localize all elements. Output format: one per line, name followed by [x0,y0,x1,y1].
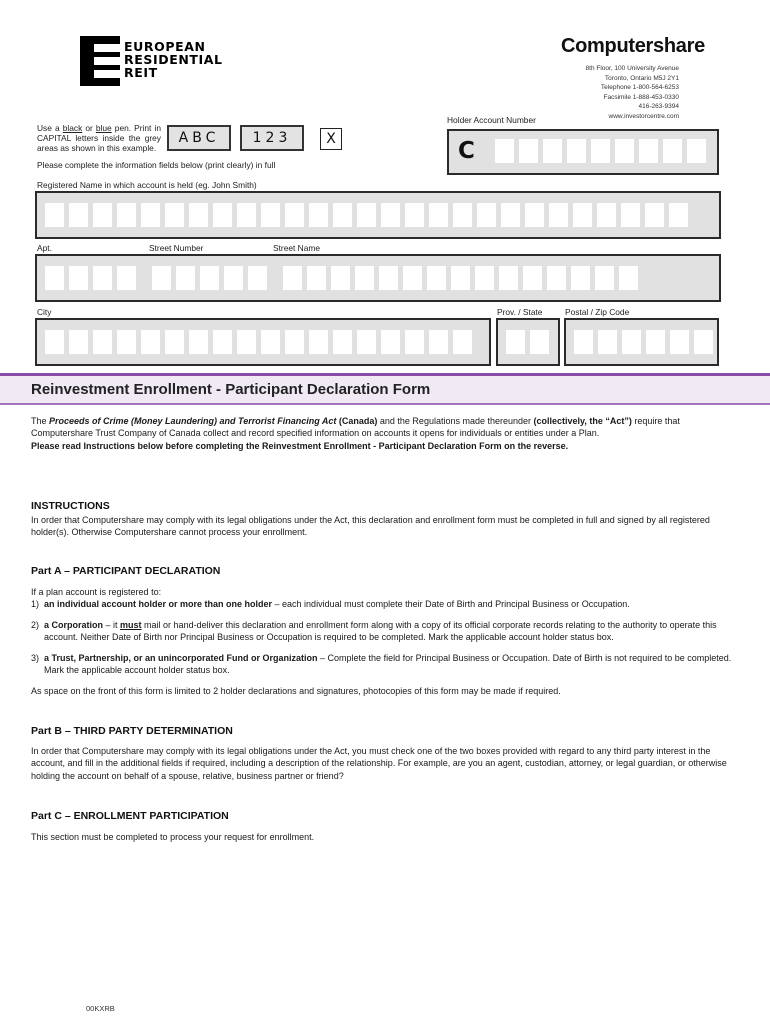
computershare-address [586,64,679,122]
city-label: City [37,307,52,317]
char-cell[interactable] [574,330,593,354]
postal-cells [574,330,713,354]
char-cell[interactable] [200,266,219,290]
black-ink: black [62,123,83,133]
char-cell[interactable] [501,203,520,227]
char-cell[interactable] [93,203,112,227]
char-cell[interactable] [333,203,352,227]
char-cell[interactable] [669,203,688,227]
char-cell[interactable] [427,266,446,290]
address-cells [45,266,638,290]
char-cell[interactable] [69,330,88,354]
address-line: Telephone 1-800-564-6253 [600,84,679,92]
char-cell[interactable] [597,203,616,227]
part-c-text: This section must be completed to process your request for enrollment. [31,832,315,842]
char-cell[interactable] [357,203,376,227]
char-cell[interactable] [93,266,112,290]
char-cell[interactable] [69,203,88,227]
char-cell[interactable] [45,266,64,290]
char-cell[interactable] [189,330,208,354]
char-cell[interactable] [165,203,184,227]
address-line: Facsimile 1-888-453-0330 [603,93,679,101]
char-cell[interactable] [309,330,328,354]
part-b-heading: Part B – THIRD PARTY DETERMINATION [31,725,233,737]
char-cell[interactable] [429,203,448,227]
char-cell[interactable] [237,203,256,227]
instructions-text: In order that Computershare may comply with its legal obligations under the Act, this declaration and enrollment form must be completed in full and signed by all registered holder(s). Otherwise Computershare cannot process your enrollment. [31,515,710,538]
char-cell[interactable] [619,266,638,290]
char-cell[interactable] [477,203,496,227]
char-cell[interactable] [333,330,352,354]
char-cell[interactable] [261,203,280,227]
instructions-heading: INSTRUCTIONS [31,500,110,512]
char-cell[interactable] [405,203,424,227]
form-code: 00KXRB [86,1004,115,1013]
city-field[interactable] [35,318,491,366]
blue-ink: blue [95,123,112,133]
logo-line: EUROPEAN [124,39,206,54]
char-cell[interactable] [543,139,562,163]
registered-name-field[interactable] [35,191,721,239]
address-field[interactable] [35,254,721,302]
char-cell[interactable] [69,266,88,290]
part-a-item-2: 2) a Corporation – it must mail or hand-deliver this declaration and enrollment form along with a copy of its official corporate records relating to the authority to operate this account. Neither Date of Birth nor Principal Business or Occupation is required to be completed. Mark the applicable account holder status box. [31,620,717,643]
char-cell[interactable] [331,266,350,290]
char-cell[interactable] [598,330,617,354]
char-cell[interactable] [381,203,400,227]
char-cell[interactable] [93,330,112,354]
char-cell[interactable] [525,203,544,227]
char-cell[interactable] [687,139,706,163]
char-cell[interactable] [615,139,634,163]
postal-field[interactable] [564,318,719,366]
registered-name-label: Registered Name in which account is held (eg. John Smith) [37,180,257,190]
char-cell[interactable] [694,330,713,354]
char-cell[interactable] [309,203,328,227]
char-cell[interactable] [499,266,518,290]
char-cell[interactable] [573,203,592,227]
prov-label: Prov. / State [497,307,543,317]
char-cell[interactable] [639,139,658,163]
char-cell[interactable] [506,330,525,354]
char-cell[interactable] [141,203,160,227]
sample-checkbox: X [320,128,342,150]
char-cell[interactable] [45,203,64,227]
holder-account-label: Holder Account Number [447,115,536,125]
char-cell[interactable] [567,139,586,163]
holder-account-field[interactable] [447,129,719,175]
sample-numbers-box: 123 [240,125,304,151]
char-cell[interactable] [547,266,566,290]
char-cell[interactable] [117,266,136,290]
char-cell[interactable] [355,266,374,290]
char-cell[interactable] [646,330,665,354]
print-instructions: Use a black or blue pen. Print in CAPITAL letters inside the grey areas as shown in this example. [37,123,161,153]
char-cell[interactable] [591,139,610,163]
char-cell[interactable] [189,203,208,227]
char-cell[interactable] [379,266,398,290]
part-b-text: In order that Computershare may comply with its legal obligations under the Act, you must check one of the two boxes provided with regard to any third party interest in the account, and fill in the additional fields if required, including a description of the relationship. For example, are you an agent, custodian, attorney, or legal guardian, or otherwise holding the account on behalf of a spouse, relative, business partner or friend? [31,746,727,781]
part-c-heading: Part C – ENROLLMENT PARTICIPATION [31,810,229,822]
address-line: 416-263-9394 [638,103,679,111]
char-cell[interactable] [453,330,472,354]
reit-logo-text [124,40,223,79]
char-cell[interactable] [595,266,614,290]
read-instructions-note: Please read Instructions below before completing the Reinvestment Enrollment - Participant Declaration Form on the reverse. [31,440,569,451]
char-cell[interactable] [549,203,568,227]
char-cell[interactable] [670,330,689,354]
char-cell[interactable] [381,330,400,354]
char-cell[interactable] [429,330,448,354]
char-cell[interactable] [141,330,160,354]
street-name-label: Street Name [273,243,321,253]
char-cell[interactable] [213,330,232,354]
char-cell[interactable] [117,203,136,227]
registered-name-cells [45,203,688,227]
form-title: Reinvestment Enrollment - Participant Declaration Form [31,381,431,398]
part-a-item-1: 1) an individual account holder or more than one holder – each individual must complete their Date of Birth and Principal Business or Occupation. [31,599,630,609]
part-a-note: As space on the front of this form is limited to 2 holder declarations and signatures, photocopies of this form may be made if required. [31,686,561,696]
char-cell[interactable] [475,266,494,290]
char-cell[interactable] [403,266,422,290]
part-a-item-3: 3) a Trust, Partnership, or an unincorporated Fund or Organization – Complete the field for Principal Business or Occupation. Date of Birth is not required to be completed. Mark the applicable account holder status box. [31,653,732,676]
char-cell[interactable] [213,203,232,227]
part-a-heading: Part A – PARTICIPANT DECLARATION [31,565,221,577]
address-line: Toronto, Ontario M5J 2Y1 [604,74,679,82]
char-cell[interactable] [224,266,243,290]
char-cell[interactable] [621,203,640,227]
intro-paragraph: The Proceeds of Crime (Money Laundering) and Terrorist Financing Act (Canada) and the Regulations made thereunder (collectively, the “Act”) require that Computershare Trust Company of Canada collect and record specified information on accounts it opens for individuals or entities under a Plan. Please read Instructions below before completing the Reinvestment Enrollment - Participant Declaration Form on the reverse. [31,416,680,451]
prov-cells [506,330,549,354]
char-cell[interactable] [530,330,549,354]
char-cell[interactable] [523,266,542,290]
part-a-lead: If a plan account is registered to: [31,587,162,597]
computershare-logo: Computershare [561,35,705,57]
char-cell[interactable] [663,139,682,163]
address-line: 8th Floor, 100 University Avenue [585,65,679,72]
char-cell[interactable] [285,203,304,227]
logo-line: RESIDENTIAL [124,52,223,67]
char-cell[interactable] [357,330,376,354]
char-cell[interactable] [248,266,267,290]
logo-line: REIT [124,65,158,80]
char-cell[interactable] [283,266,302,290]
char-cell[interactable] [237,330,256,354]
char-cell[interactable] [152,266,171,290]
char-cell[interactable] [165,330,184,354]
prov-field[interactable] [496,318,560,366]
complete-note: Please complete the information fields below (print clearly) in full [37,160,276,170]
reit-logo-icon [80,36,120,86]
char-cell[interactable] [519,139,538,163]
char-cell[interactable] [176,266,195,290]
address-line: www.investorcentre.com [608,112,679,120]
char-cell[interactable] [261,330,280,354]
char-cell[interactable] [451,266,470,290]
postal-label: Postal / Zip Code [565,307,630,317]
street-number-label: Street Number [149,243,204,253]
char-cell[interactable] [307,266,326,290]
char-cell[interactable] [571,266,590,290]
char-cell[interactable] [495,139,514,163]
apt-label: Apt. [37,243,52,253]
act-name: Proceeds of Crime (Money Laundering) and Terrorist Financing Act [49,416,337,426]
char-cell[interactable] [285,330,304,354]
char-cell[interactable] [622,330,641,354]
char-cell[interactable] [45,330,64,354]
city-cells [45,330,472,354]
char-cell[interactable] [645,203,664,227]
char-cell[interactable] [405,330,424,354]
holder-prefix: C [458,138,475,164]
char-cell[interactable] [453,203,472,227]
char-cell[interactable] [117,330,136,354]
sample-letters-box: ABC [167,125,231,151]
form-title-band [0,373,770,405]
